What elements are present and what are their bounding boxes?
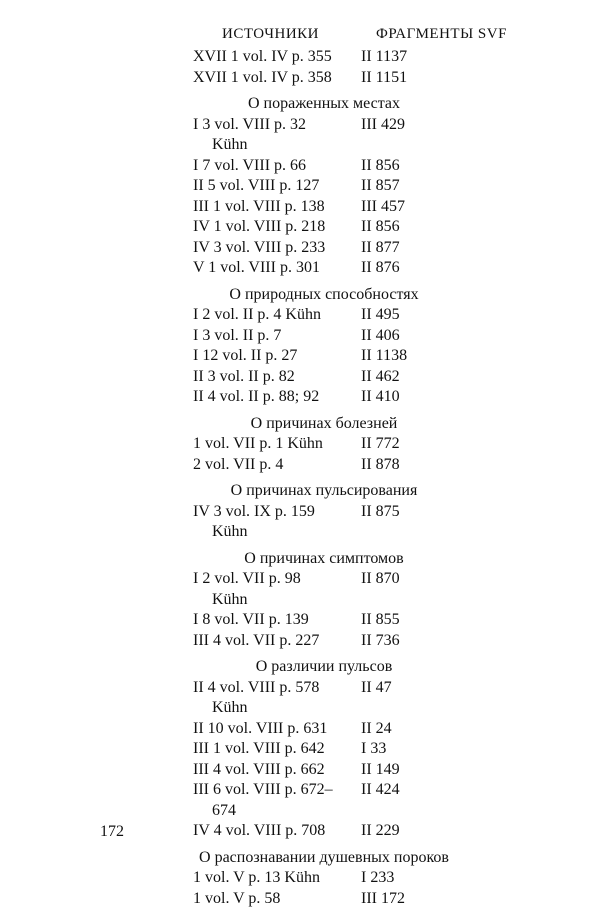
entry-fragment: II 406: [361, 326, 400, 347]
entry-fragment: III 172: [361, 889, 405, 909]
entry-row: [0, 889, 600, 909]
section-title: О распознавании душевных пороков: [0, 848, 600, 869]
entry-source: Kühn: [212, 135, 248, 156]
entry-source: IV 3 vol. VIII p. 233: [193, 238, 325, 259]
entry-source: V 1 vol. VIII p. 301: [193, 258, 320, 279]
entry-row: [0, 367, 600, 388]
section-title: О природных способностях: [0, 285, 600, 306]
section-title: О пораженных местах: [0, 94, 600, 115]
entry-source: I 7 vol. VIII p. 66: [193, 156, 306, 177]
entry-source: Kühn: [212, 698, 248, 719]
entry-source: 2 vol. VII p. 4: [193, 455, 283, 476]
section-heading: [0, 549, 600, 570]
entry-fragment: II 870: [361, 569, 400, 590]
entry-fragment: II 856: [361, 217, 400, 238]
entry-row: [0, 346, 600, 367]
entry-row: [0, 68, 600, 89]
header-fragments: ФРАГМЕНТЫ SVF: [376, 26, 507, 43]
entry-row: [0, 156, 600, 177]
page-number: 172: [100, 823, 124, 841]
entry-row: [0, 176, 600, 197]
entry-row: [0, 305, 600, 326]
entry-fragment: II 857: [361, 176, 400, 197]
entry-row: [0, 197, 600, 218]
entry-fragment: II 772: [361, 434, 400, 455]
entry-row: [0, 238, 600, 259]
entry-fragment: II 1137: [361, 47, 407, 68]
entry-row: [0, 760, 600, 781]
section-title: О причинах симптомов: [0, 549, 600, 570]
entry-row: [0, 258, 600, 279]
entry-row: [0, 434, 600, 455]
entry-source: XVII 1 vol. IV p. 355: [193, 47, 332, 68]
entry-row: [0, 502, 600, 523]
entry-source: 1 vol. V p. 58: [193, 889, 280, 909]
entry-fragment: I 33: [361, 739, 386, 760]
entry-row: [0, 631, 600, 652]
entry-row: [0, 610, 600, 631]
entry-row: [0, 47, 600, 68]
entry-source: 1 vol. V p. 13 Kühn: [193, 868, 320, 889]
section-heading: [0, 657, 600, 678]
entry-row: [0, 739, 600, 760]
section-heading: [0, 481, 600, 502]
entry-source: II 3 vol. II p. 82: [193, 367, 295, 388]
entry-source: I 8 vol. VII p. 139: [193, 610, 309, 631]
entry-fragment: II 736: [361, 631, 400, 652]
entry-source: XVII 1 vol. IV p. 358: [193, 68, 332, 89]
entry-source: IV 4 vol. VIII p. 708: [193, 821, 325, 842]
entry-row: [0, 821, 600, 842]
entry-source: Kühn: [212, 590, 248, 611]
entry-source: II 4 vol. VIII p. 578: [193, 678, 319, 699]
entry-row: [0, 455, 600, 476]
entry-fragment: II 1151: [361, 68, 407, 89]
section-title: О различии пульсов: [0, 657, 600, 678]
entry-source: IV 3 vol. IX p. 159: [193, 502, 315, 523]
entry-fragment: II 149: [361, 760, 400, 781]
entry-source: III 4 vol. VII p. 227: [193, 631, 319, 652]
entry-source: III 6 vol. VIII p. 672–: [193, 780, 333, 801]
column-header: [0, 26, 600, 48]
entry-fragment: III 457: [361, 197, 405, 218]
entry-source: I 12 vol. II p. 27: [193, 346, 297, 367]
entry-source: I 3 vol. II p. 7: [193, 326, 281, 347]
entry-source: IV 1 vol. VIII p. 218: [193, 217, 325, 238]
entry-row: [0, 115, 600, 136]
entry-source: III 4 vol. VIII p. 662: [193, 760, 325, 781]
entry-source: I 3 vol. VIII p. 32: [193, 115, 306, 136]
entry-source: III 1 vol. VIII p. 642: [193, 739, 325, 760]
entry-row: [0, 780, 600, 801]
entry-source: II 5 vol. VIII p. 127: [193, 176, 319, 197]
entry-row: [0, 868, 600, 889]
entry-fragment: II 876: [361, 258, 400, 279]
section-heading: [0, 285, 600, 306]
entry-fragment: II 877: [361, 238, 400, 259]
entry-fragment: II 495: [361, 305, 400, 326]
section-title: О причинах болезней: [0, 414, 600, 435]
entry-source: I 2 vol. VII p. 98: [193, 569, 301, 590]
header-sources: ИСТОЧНИКИ: [222, 26, 319, 43]
section-title: О причинах пульсирования: [0, 481, 600, 502]
entry-source: III 1 vol. VIII p. 138: [193, 197, 325, 218]
section-heading: [0, 94, 600, 115]
section-heading: [0, 414, 600, 435]
entry-source: 1 vol. VII p. 1 Kühn: [193, 434, 323, 455]
entry-source: 674: [212, 801, 236, 822]
index-list: [0, 47, 600, 909]
entry-row: [0, 387, 600, 408]
entry-continuation: [0, 135, 600, 156]
entry-fragment: II 47: [361, 678, 392, 699]
entry-source: I 2 vol. II p. 4 Kühn: [193, 305, 321, 326]
section-heading: [0, 848, 600, 869]
entry-fragment: II 424: [361, 780, 400, 801]
entry-continuation: [0, 801, 600, 822]
entry-row: [0, 719, 600, 740]
entry-fragment: II 855: [361, 610, 400, 631]
entry-continuation: [0, 522, 600, 543]
entry-source: II 4 vol. II p. 88; 92: [193, 387, 319, 408]
entry-source: II 10 vol. VIII p. 631: [193, 719, 327, 740]
entry-continuation: [0, 590, 600, 611]
entry-row: [0, 326, 600, 347]
entry-fragment: II 229: [361, 821, 400, 842]
entry-fragment: I 233: [361, 868, 394, 889]
entry-fragment: II 856: [361, 156, 400, 177]
entry-fragment: II 24: [361, 719, 392, 740]
entry-fragment: II 462: [361, 367, 400, 388]
entry-fragment: III 429: [361, 115, 405, 136]
entry-continuation: [0, 698, 600, 719]
entry-fragment: II 875: [361, 502, 400, 523]
entry-fragment: II 410: [361, 387, 400, 408]
entry-row: [0, 678, 600, 699]
entry-row: [0, 217, 600, 238]
entry-fragment: II 878: [361, 455, 400, 476]
entry-row: [0, 569, 600, 590]
entry-fragment: II 1138: [361, 346, 407, 367]
entry-source: Kühn: [212, 522, 248, 543]
